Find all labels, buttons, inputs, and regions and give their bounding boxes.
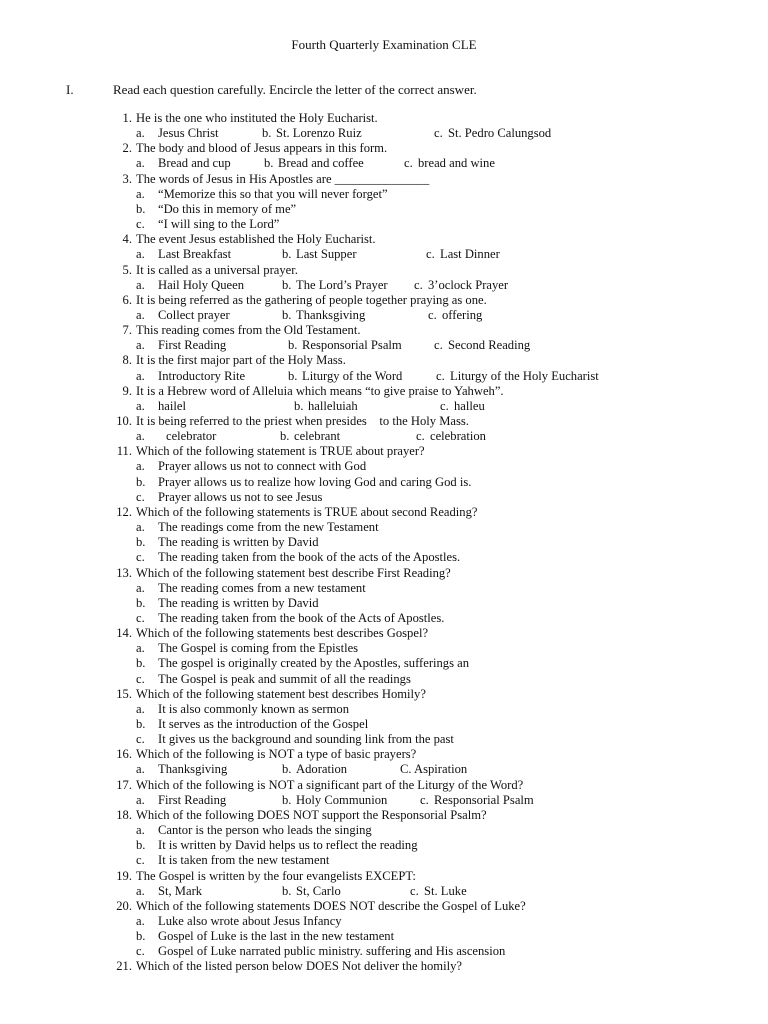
question-text: The Gospel is written by the four evangelists EXCEPT: [136, 868, 416, 883]
question-text: It is the first major part of the Holy Mass. [136, 353, 346, 368]
question-number: 13. [116, 565, 132, 580]
question-text: Which of the following statement best describe First Reading? [136, 565, 451, 580]
choice-letter: c. [416, 429, 425, 444]
choice-text: celebrant [294, 429, 341, 444]
choice-text: Gospel of Luke is the last in the new testament [158, 929, 395, 944]
choice-text: Thanksgiving [296, 307, 366, 322]
question-number: 12. [116, 504, 132, 519]
choice-letter: b. [282, 762, 292, 777]
choice-text: 3’oclock Prayer [428, 277, 509, 292]
choice-text: First Reading [158, 338, 227, 353]
choice-letter: b. [136, 717, 146, 731]
question-text: Which of the listed person below DOES Not deliver the homily? [136, 959, 462, 974]
choice-text: Last Supper [296, 247, 357, 262]
choice-letter: a. [136, 398, 145, 413]
question-number: 21. [116, 959, 132, 974]
choice-text: Holy Communion [296, 792, 388, 807]
choice-letter: b. [136, 474, 146, 489]
choice-text: Last Breakfast [158, 247, 232, 262]
choice-letter: b. [288, 368, 298, 383]
question-number: 6. [122, 292, 132, 307]
choice-letter: c. [404, 156, 413, 171]
choice-letter: b. [262, 126, 272, 141]
choice-text: “Do this in memory of me” [158, 201, 297, 216]
choice-letter: b. [282, 883, 292, 898]
choice-letter: c. [434, 126, 443, 141]
choice-letter: b. [280, 429, 290, 444]
choice-letter: a. [136, 307, 145, 322]
choice-letter: c. [136, 944, 145, 959]
choice-text: Bread and cup [158, 156, 231, 171]
choice-letter: a. [136, 580, 145, 595]
choice-text: Gospel of Luke narrated public ministry. suffering and His ascension [158, 944, 506, 959]
choice-letter: a. [136, 429, 145, 444]
exam-title: Fourth Quarterly Examination CLE [291, 37, 477, 52]
choice-text: Jesus Christ [158, 126, 219, 141]
choice-letter: c. [426, 247, 435, 262]
choice-letter: b. [136, 838, 146, 853]
question-number: 5. [122, 262, 132, 277]
choice-letter: b. [282, 307, 292, 322]
choice-letter: b. [136, 201, 146, 216]
question-number: 10. [116, 414, 132, 428]
choice-text: celebrator [166, 429, 217, 444]
question-number: 2. [122, 141, 132, 156]
choice-letter: b. [282, 277, 292, 292]
question-text: It is called as a universal prayer. [136, 262, 298, 277]
choice-text: bread and wine [418, 156, 495, 171]
choice-text: halleluiah [308, 398, 358, 413]
choice-letter: a. [136, 368, 145, 383]
question-text: It is being referred as the gathering of people together praying as one. [136, 292, 487, 307]
choice-text: St, Carlo [296, 883, 341, 898]
choice-text: “I will sing to the Lord” [158, 217, 280, 232]
choice-letter: a. [136, 277, 145, 292]
choice-text: Bread and coffee [278, 156, 364, 171]
question-number: 4. [122, 232, 132, 247]
choice-letter: c. [434, 338, 443, 353]
choice-letter: a. [136, 156, 145, 171]
question-number: 9. [122, 383, 132, 398]
choice-text: Liturgy of the Holy Eucharist [450, 368, 599, 383]
question-text: Which of the following statements best describes Gospel? [136, 626, 429, 641]
choice-text: Collect prayer [158, 307, 230, 322]
choice-text: It is also commonly known as sermon [158, 701, 349, 716]
question-text: The event Jesus established the Holy Eucharist. [136, 232, 376, 247]
question-text: Which of the following DOES NOT support the Responsorial Psalm? [136, 807, 487, 822]
question-text: Which of the following statement best describes Homily? [136, 686, 426, 701]
choice-letter: c. [136, 217, 145, 232]
choice-letter: b. [264, 156, 274, 171]
choice-text: Prayer allows us not to see Jesus [158, 489, 323, 504]
question-number: 1. [122, 111, 132, 125]
choice-letter: c. [136, 671, 145, 686]
choice-text: celebration [430, 429, 486, 444]
question-number: 18. [116, 807, 132, 822]
question-text: Which of the following is NOT a significant part of the Liturgy of the Word? [136, 777, 524, 792]
question-text: It is a Hebrew word of Alleluia which means “to give praise to Yahweh”. [136, 383, 504, 398]
choice-letter: c. [136, 853, 145, 868]
question-text: This reading comes from the Old Testament. [136, 323, 361, 338]
choice-letter: a. [136, 459, 145, 474]
choice-text: The reading taken from the book of the Acts of Apostles. [158, 610, 445, 625]
question-text: The words of Jesus in His Apostles are _______________ [136, 171, 430, 186]
choice-letter: c. [136, 550, 145, 565]
choice-text: The Gospel is peak and summit of all the readings [158, 671, 411, 686]
choice-letter: a. [136, 520, 145, 535]
choice-text: Liturgy of the Word [302, 368, 403, 383]
choice-text: The reading is written by David [158, 595, 319, 610]
choice-letter: a. [136, 126, 145, 141]
choice-letter: b. [136, 535, 146, 550]
choice-text: Responsorial Psalm [434, 792, 534, 807]
section-number: I. [66, 82, 74, 97]
choice-text: The Gospel is coming from the Epistles [158, 641, 359, 656]
question-number: 17. [116, 777, 132, 792]
choice-letter: b. [136, 595, 146, 610]
choice-text: Second Reading [448, 338, 531, 353]
choice-letter: a. [136, 762, 145, 777]
choice-text: The reading comes from a new testament [158, 580, 366, 595]
choice-letter: a. [136, 701, 145, 716]
question-text: It is being referred to the priest when presides to the Holy Mass. [136, 414, 469, 428]
choice-letter: C. [400, 762, 412, 777]
choice-letter: b. [282, 792, 292, 807]
choice-text: St. Luke [424, 883, 467, 898]
choice-text: It is written by David helps us to reflect the reading [158, 838, 418, 853]
choice-text: Responsorial Psalm [302, 338, 402, 353]
section-instruction: Read each question carefully. Encircle the letter of the correct answer. [113, 82, 477, 97]
choice-letter: c. [414, 277, 423, 292]
question-text: Which of the following is NOT a type of basic prayers? [136, 747, 417, 762]
choice-text: The readings come from the new Testament [158, 520, 379, 535]
choice-letter: b. [136, 656, 146, 671]
choice-letter: a. [136, 823, 145, 838]
choice-text: Thanksgiving [158, 762, 228, 777]
question-text: Which of the following statement is TRUE about prayer? [136, 444, 425, 459]
choice-text: First Reading [158, 792, 227, 807]
choice-letter: c. [136, 732, 145, 747]
choice-text: It is taken from the new testament [158, 853, 330, 868]
question-number: 19. [116, 868, 132, 883]
choice-text: The gospel is originally created by the Apostles, sufferings an [158, 656, 470, 671]
choice-text: St. Pedro Calungsod [448, 126, 552, 141]
question-number: 14. [116, 626, 132, 641]
question-number: 20. [116, 898, 132, 913]
question-number: 16. [116, 747, 132, 762]
question-text: Which of the following statements is TRUE about second Reading? [136, 504, 478, 519]
choice-letter: a. [136, 338, 145, 353]
question-text: He is the one who instituted the Holy Eucharist. [136, 111, 378, 125]
choice-text: Cantor is the person who leads the singing [158, 823, 372, 838]
choice-letter: a. [136, 792, 145, 807]
choice-letter: c. [440, 398, 449, 413]
choice-letter: c. [428, 307, 437, 322]
choice-text: It serves as the introduction of the Gospel [158, 717, 369, 731]
choice-text: St, Mark [158, 883, 203, 898]
choice-text: Last Dinner [440, 247, 500, 262]
choice-text: Prayer allows us not to connect with God [158, 459, 367, 474]
choice-letter: b. [288, 338, 298, 353]
choice-text: offering [442, 307, 483, 322]
choice-text: Introductory Rite [158, 368, 246, 383]
choice-text: hailel [158, 398, 186, 413]
choice-letter: b. [294, 398, 304, 413]
choice-letter: a. [136, 883, 145, 898]
choice-text: It gives us the background and sounding link from the past [158, 732, 454, 747]
choice-letter: a. [136, 641, 145, 656]
choice-letter: a. [136, 913, 145, 928]
question-number: 8. [122, 353, 132, 368]
choice-text: halleu [454, 398, 485, 413]
choice-letter: b. [282, 247, 292, 262]
choice-letter: c. [420, 792, 429, 807]
choice-text: The reading is written by David [158, 535, 319, 550]
choice-text: St. Lorenzo Ruiz [276, 126, 362, 141]
choice-text: The Lord’s Prayer [296, 277, 388, 292]
choice-text: The reading taken from the book of the acts of the Apostles. [158, 550, 461, 565]
question-number: 3. [122, 171, 132, 186]
choice-letter: b. [136, 929, 146, 944]
choice-text: Aspiration [414, 762, 468, 777]
question-text: The body and blood of Jesus appears in this form. [136, 141, 388, 156]
choice-text: Prayer allows us to realize how loving God and caring God is. [158, 474, 472, 489]
question-text: Which of the following statements DOES NOT describe the Gospel of Luke? [136, 898, 526, 913]
choice-text: “Memorize this so that you will never forget” [158, 186, 388, 201]
choice-text: Hail Holy Queen [158, 277, 245, 292]
choice-letter: c. [410, 883, 419, 898]
choice-letter: c. [136, 610, 145, 625]
choice-letter: c. [436, 368, 445, 383]
choice-letter: c. [136, 489, 145, 504]
choice-text: Adoration [296, 762, 348, 777]
question-number: 11. [116, 444, 132, 459]
question-number: 7. [122, 323, 132, 338]
choice-text: Luke also wrote about Jesus Infancy [158, 913, 342, 928]
question-number: 15. [116, 686, 132, 701]
choice-letter: a. [136, 186, 145, 201]
choice-letter: a. [136, 247, 145, 262]
